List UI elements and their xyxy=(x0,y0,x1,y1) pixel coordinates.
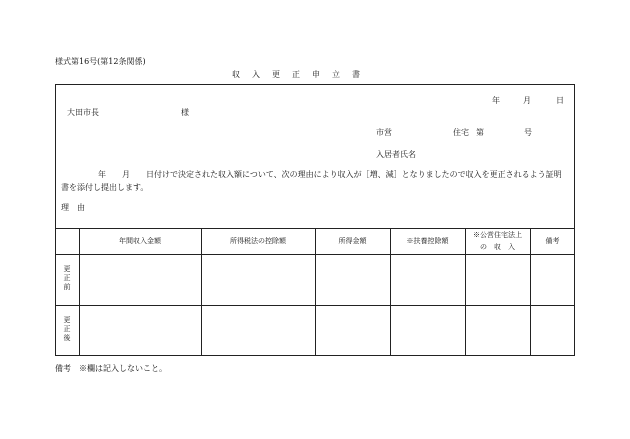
column-header-remarks: 備考 xyxy=(545,237,560,245)
row-label-after-char3: 後 xyxy=(63,334,71,342)
footnote: 備考 ※欄は記入しないこと。 xyxy=(55,364,167,373)
address-number-suffix: 号 xyxy=(524,128,532,137)
table-vline xyxy=(315,228,316,356)
table-vline xyxy=(79,228,80,356)
form-number: 様式第16号(第12条関係) xyxy=(55,57,146,66)
table-vline xyxy=(201,228,202,356)
column-header-public-housing-income: ※公営住宅法上 xyxy=(473,231,522,239)
body-text-line2: 書を添付し提出します。 xyxy=(61,183,149,192)
table-vline xyxy=(530,228,531,356)
addressee: 大田市長 xyxy=(67,108,99,117)
column-header-income-tax-deduction: 所得税法の控除額 xyxy=(230,237,286,245)
row-label-before-char3: 前 xyxy=(63,283,71,291)
address-housing: 住宅 xyxy=(453,128,469,137)
address-number-prefix: 第 xyxy=(476,128,484,137)
address-prefix: 市営 xyxy=(376,128,392,137)
column-header-annual-income: 年間収入金額 xyxy=(119,237,161,245)
column-header-income-amount: 所得金額 xyxy=(338,237,367,245)
row-label-after-char2: 正 xyxy=(63,325,71,333)
reason-label: 理 由 xyxy=(61,203,85,212)
body-text-line1: 年 月 日付けで決定された収入額について、次の理由により収入が［増、減］となりましたので収入を更正されるよう証明 xyxy=(98,170,562,179)
date-day-label: 日 xyxy=(556,96,564,105)
row-label-after-char1: 更 xyxy=(63,316,71,324)
row-label-before-char1: 更 xyxy=(63,265,71,273)
table-vline xyxy=(390,228,391,356)
date-year-label: 年 xyxy=(492,96,500,105)
column-header-public-housing-income-line2: の 収 入 xyxy=(480,243,515,251)
addressee-suffix: 様 xyxy=(181,108,189,117)
row-label-before-char2: 正 xyxy=(63,274,71,282)
column-header-dependent-deduction: ※扶養控除額 xyxy=(406,237,449,245)
form-title: 収 入 更 正 申 立 書 xyxy=(232,70,362,79)
resident-name-label: 入居者氏名 xyxy=(376,150,416,159)
date-month-label: 月 xyxy=(523,96,531,105)
